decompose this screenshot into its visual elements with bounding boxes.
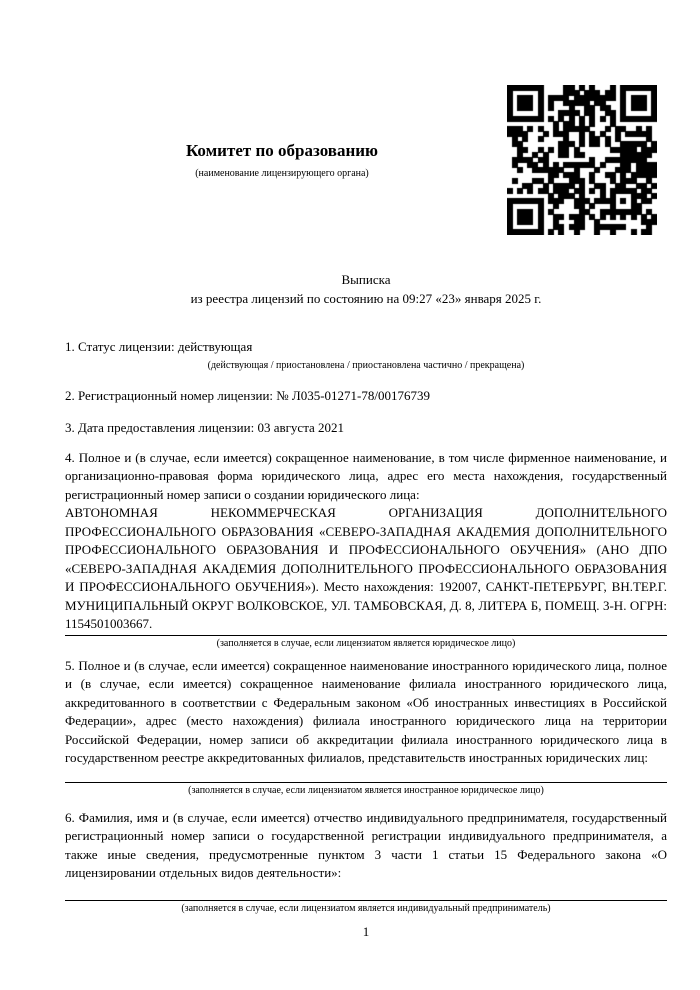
legal-entity-caption: (заполняется в случае, если лицензиатом является юридическое лицо) <box>216 637 516 649</box>
individual-entrepreneur-text: 6. Фамилия, имя и (в случае, если имеется) отчество индивидуального предпринимателя, государственный регистрационный номер записи о государственной регистрации индивидуального предпринимателя, а также иные сведения, предусмотренные пунктом 3 части 1 статьи 15 Федерального закона «О лицензировании отдельных видов деятельности»: <box>65 809 667 880</box>
license-status-line: 1. Статус лицензии: действующая <box>65 339 253 354</box>
foreign-entity-text: 5. Полное и (в случае, если имеется) сокращенное наименование иностранного юридического лица, полное и (в случае, если имеется) сокращенное наименование филиала иностранного юридического лица, аккредитованного в соответствии с Федеральным законом «Об иностранных инвестициях в Российской Федерации», адрес (место нахождения) филиала иностранного юридического лица на территории Российской Федерации, номер записи об аккредитации филиала иностранного юридического лица в государственном реестре аккредитованных филиалов, представительств иностранных юридических лиц: <box>65 657 667 765</box>
document-title-block <box>65 271 667 308</box>
legal-entity-name-address: АВТОНОМНАЯ НЕКОММЕРЧЕСКАЯ ОРГАНИЗАЦИЯ ДОПОЛНИТЕЛЬНОГО ПРОФЕССИОНАЛЬНОГО ОБРАЗОВАНИЯ «СЕВЕРО-ЗАПАДНАЯ АКАДЕМИЯ ДОПОЛНИТЕЛЬНОГО ПРОФЕССИОНАЛЬНОГО ОБРАЗОВАНИЯ И ПРОФЕССИОНАЛЬНОГО ОБУЧЕНИЯ» (АНО ДПО «СЕВЕРО-ЗАПАДНАЯ АКАДЕМИЯ ДОПОЛНИТЕЛЬНОГО ПРОФЕССИОНАЛЬНОГО ОБРАЗОВАНИЯ И ПРОФЕССИОНАЛЬНОГО ОБУЧЕНИЯ»). Место нахождения: 192007, САНКТ-ПЕТЕРБУРГ, ВН.ТЕР.Г. МУНИЦИПАЛЬНЫЙ ОКРУГ ВОЛКОВСКОЕ, УЛ. ТАМБОВСКАЯ, Д. 8, ЛИТЕРА Б, ПОМЕЩ. 3-Н. ОГРН: 1154501003667. <box>65 505 667 631</box>
foreign-entity-caption: (заполняется в случае, если лицензиатом является иностранное юридическое лицо) <box>188 784 544 796</box>
license-status-options-caption: (действующая / приостановлена / приостановлена частично / прекращена) <box>207 359 525 371</box>
grant-date-line: 3. Дата предоставления лицензии: 03 августа 2021 <box>65 420 345 435</box>
page-number: 1 <box>362 923 370 939</box>
licensing-authority-block <box>65 140 507 181</box>
individual-entrepreneur-caption: (заполняется в случае, если лицензиатом является индивидуальный предприниматель) <box>181 902 551 914</box>
document-subtitle: из реестра лицензий по состоянию на 09:27 «23» января 2025 г. <box>190 290 542 306</box>
authority-caption: (наименование лицензирующего органа) <box>195 167 369 179</box>
qr-code <box>507 85 657 235</box>
qr-code-image <box>507 85 657 235</box>
registration-number-line: 2. Регистрационный номер лицензии: № Л035-01271-78/00176739 <box>65 387 431 403</box>
authority-name: Комитет по образованию <box>185 140 379 160</box>
document-header <box>65 85 667 235</box>
document-title: Выписка <box>341 272 391 287</box>
legal-entity-intro: 4. Полное и (в случае, если имеется) сокращенное наименование, в том числе фирменное наименование, и организационно-правовая форма юридического лица, адрес его места нахождения, государственный регистрационный номер записи о создании юридического лица: <box>65 449 667 502</box>
